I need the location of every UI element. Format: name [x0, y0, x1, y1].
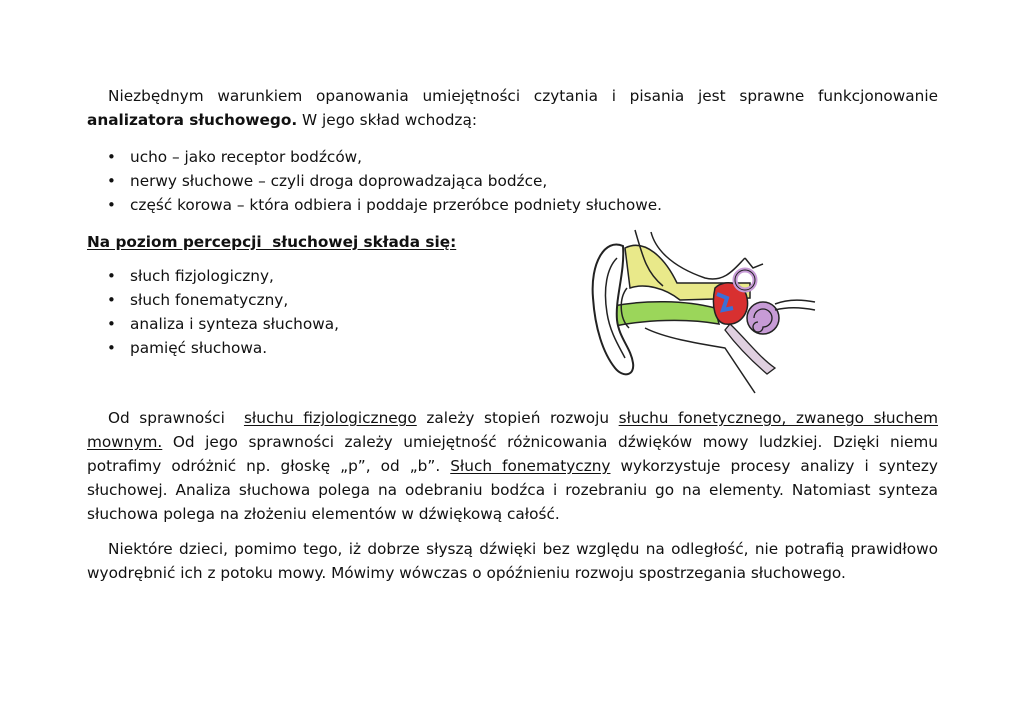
- intro-text-end: W jego skład wchodzą:: [297, 111, 477, 129]
- ear-anatomy-icon: [585, 228, 817, 398]
- analyzer-components-list: [87, 145, 938, 217]
- intro-paragraph: [87, 84, 938, 132]
- para-text: Od jego sprawności zależy umiejętność różnicowania dźwięków mowy ludzkiej. Dzięki niemu potrafimy odróżnić np. głoskę „p”, od „b”.: [87, 433, 938, 475]
- para-text: Od sprawności: [108, 409, 244, 427]
- hearing-paragraph: [87, 406, 938, 526]
- list-item: • nerwy słuchowe – czyli droga doprowadzająca bodźce,: [87, 169, 938, 193]
- section-heading: Na poziom percepcji słuchowej składa się:: [87, 233, 457, 251]
- closing-paragraph: Niektóre dzieci, pomimo tego, iż dobrze słyszą dźwięki bez względu na odległość, nie potrafią prawidłowo wyodrębnić ich z potoku mowy. Mówimy wówczas o opóźnieniu rozwoju spostrzegania słuchowego.: [87, 540, 938, 582]
- list-item: • słuch fizjologiczny,: [87, 264, 587, 288]
- intro-bold-term: analizatora słuchowego.: [87, 111, 298, 129]
- underlined-term: Słuch fonematyczny: [450, 457, 611, 475]
- underlined-term: słuchu fizjologicznego: [243, 409, 417, 427]
- para-text: wykorzystuje procesy analizy i syntezy słuchowej. Analiza słuchowa polega na odebraniu bodźca i rozebraniu go na elementy. Natomiast synteza słuchowa polega na złożeniu elementów w dźwiękową całość.: [87, 457, 938, 523]
- list-item: • pamięć słuchowa.: [87, 336, 587, 360]
- perception-levels-list: [87, 264, 587, 360]
- intro-text: Niezbędnym warunkiem opanowania umiejętności czytania i pisania jest sprawne funkcjonowanie: [108, 87, 938, 105]
- list-item: • ucho – jako receptor bodźców,: [87, 145, 938, 169]
- list-item: • część korowa – która odbiera i poddaje przeróbce podniety słuchowe.: [87, 193, 938, 217]
- list-item: • analiza i synteza słuchowa,: [87, 312, 587, 336]
- underlined-term: słuchu fonetycznego, zwanego słuchem mownym.: [87, 409, 939, 451]
- list-item: • słuch fonematyczny,: [87, 288, 587, 312]
- para-text: zależy stopień rozwoju: [416, 409, 619, 427]
